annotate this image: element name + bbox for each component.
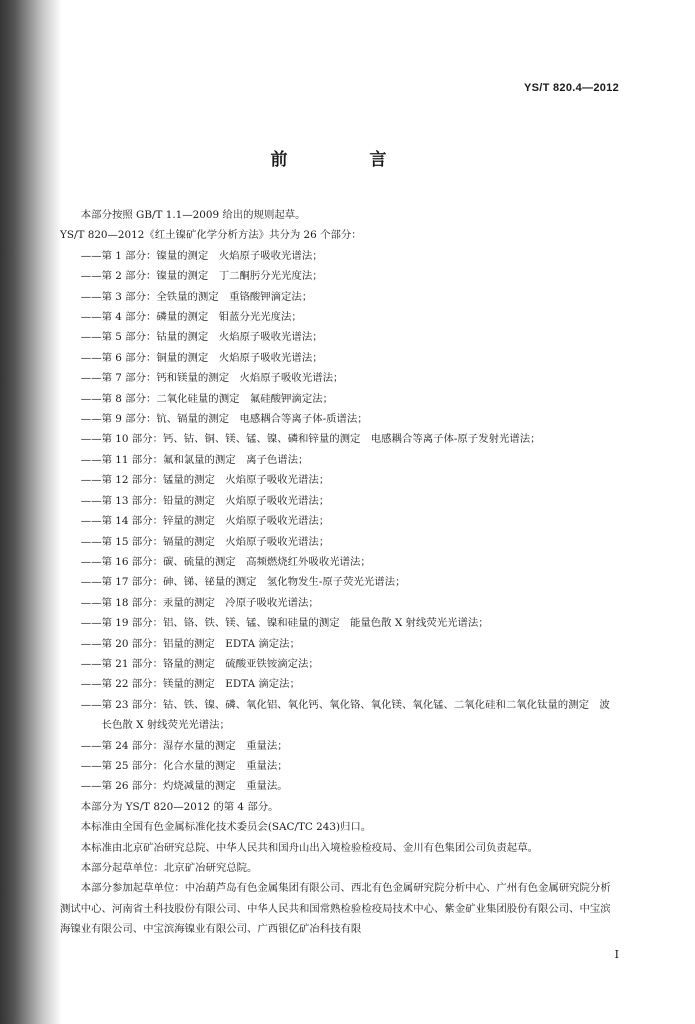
closing-paragraph: 本部分为 YS/T 820—2012 的第 4 部分。 [80, 800, 279, 813]
parts-list [60, 246, 620, 797]
list-item: ——第 10 部分：钙、钴、铜、镁、锰、镍、磷和锌量的测定 电感耦合等离子体-原子发射光谱法； [80, 433, 541, 446]
list-item: ——第 18 部分：汞量的测定 冷原子吸收光谱法； [80, 596, 319, 609]
list-item: ——第 25 部分：化合水量的测定 重量法； [80, 759, 288, 772]
foreword-body [60, 205, 620, 940]
closing-paragraph: 本部分起草单位：北京矿冶研究总院。 [80, 862, 258, 874]
intro-paragraph: YS/T 820—2012《红土镍矿化学分析方法》共分为 26 个部分： [60, 229, 362, 242]
list-item: ——第 9 部分：钪、镉量的测定 电感耦合等离子体-质谱法； [80, 413, 368, 426]
intro-paragraph: 本部分按照 GB/T 1.1—2009 给出的规则起草。 [80, 209, 306, 221]
list-item: ——第 11 部分：氟和氯量的测定 离子色谱法； [80, 453, 309, 466]
list-item: ——第 23 部分：钴、铁、镍、磷、氧化铝、氧化钙、氧化铬、氧化镁、氧化锰、二氧化硅和二氧化钛量的测定 波长色散 X 射线荧光光谱法； [80, 698, 610, 732]
list-item: ——第 5 部分：钴量的测定 火焰原子吸收光谱法； [80, 331, 323, 344]
page-number: I [614, 948, 619, 961]
list-item: ——第 22 部分：镁量的测定 EDTA 滴定法； [80, 678, 300, 691]
list-item: ——第 2 部分：镍量的测定 丁二酮肟分光光度法； [80, 270, 323, 283]
list-item: ——第 21 部分：铬量的测定 硫酸亚铁铵滴定法； [80, 657, 319, 670]
list-item: ——第 17 部分：砷、锑、铋量的测定 氢化物发生-原子荧光光谱法； [80, 576, 406, 589]
list-item: ——第 26 部分：灼烧减量的测定 重量法。 [80, 780, 288, 793]
standard-code: YS/T 820.4—2012 [523, 82, 619, 94]
closing-paragraph: 本标准由全国有色金属标准化技术委员会(SAC/TC 243)归口。 [80, 821, 372, 834]
list-item: ——第 16 部分：碳、硫量的测定 高频燃烧红外吸收光谱法； [80, 555, 371, 568]
list-item: ——第 19 部分：铝、铬、铁、镁、锰、镍和硅量的测定 能量色散 X 射线荧光光谱法； [80, 617, 489, 630]
list-item: ——第 15 部分：镉量的测定 火焰原子吸收光谱法； [80, 535, 330, 548]
list-item: ——第 3 部分：全铁量的测定 重铬酸钾滴定法； [80, 290, 313, 303]
page-title: 前 言 [270, 150, 425, 170]
list-item: ——第 13 部分：铅量的测定 火焰原子吸收光谱法； [80, 494, 330, 507]
list-item: ——第 20 部分：铝量的测定 EDTA 滴定法； [80, 637, 300, 650]
list-item: ——第 8 部分：二氧化硅量的测定 氟硅酸钾滴定法； [80, 392, 333, 405]
list-item: ——第 6 部分：铜量的测定 火焰原子吸收光谱法； [80, 351, 323, 364]
list-item: ——第 4 部分：磷量的测定 钼蓝分光光度法； [80, 311, 302, 324]
list-item: ——第 7 部分：钙和镁量的测定 火焰原子吸收光谱法； [80, 372, 344, 385]
list-item: ——第 24 部分：湿存水量的测定 重量法； [80, 739, 288, 752]
list-item: ——第 14 部分：锌量的测定 火焰原子吸收光谱法； [80, 515, 330, 528]
closing-paragraph: 本标准由北京矿冶研究总院、中华人民共和国舟山出入境检验检疫局、金川有色集团公司负责起草。 [80, 841, 538, 854]
list-item: ——第 1 部分：镍量的测定 火焰原子吸收光谱法； [80, 249, 323, 262]
list-item: ——第 12 部分：锰量的测定 火焰原子吸收光谱法； [80, 474, 330, 487]
closing-paragraph: 本部分参加起草单位：中冶葫芦岛有色金属集团有限公司、西北有色金属研究院分析中心、广州有色金属研究院分析测试中心、河南省土科技股份有限公司、中华人民共和国常熟检验检疫局技术中心、紫金矿业集团股份有限公司、中宝滨海镍业有限公司、中宝滨海镍业有限公司、广西银亿矿冶科技有限 [60, 882, 611, 936]
